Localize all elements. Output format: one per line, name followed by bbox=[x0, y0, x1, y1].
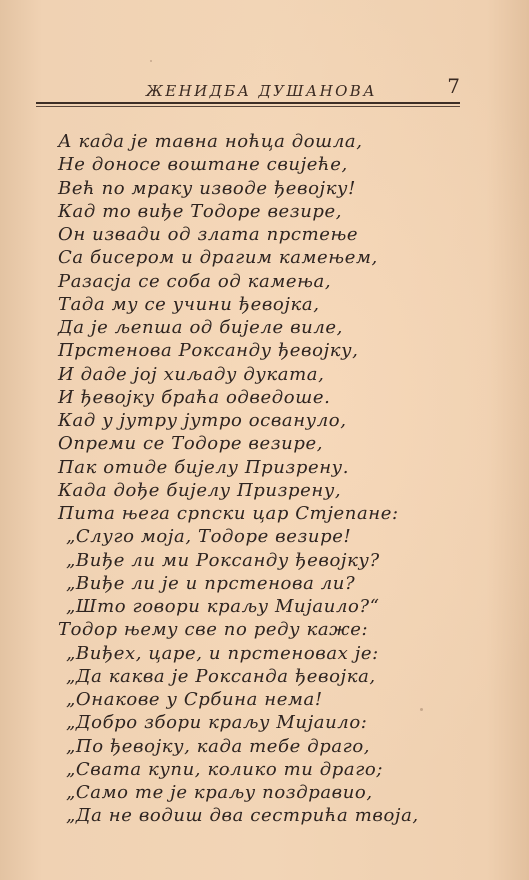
header-rule-thin bbox=[36, 106, 460, 107]
poem-line: Разасја се соба од камења, bbox=[58, 270, 332, 292]
poem-line: Не доносе воштане свијеће, bbox=[58, 154, 348, 176]
poem-line: Са бисером и драгим камењем, bbox=[58, 247, 378, 269]
poem-line: Кад у јутру јутро освануло, bbox=[58, 410, 347, 431]
poem-line: Тада му се учини ђевојка, bbox=[58, 293, 320, 315]
poem-line: „Добро збори краљу Мијаило: bbox=[66, 712, 368, 734]
paper-speck bbox=[228, 770, 230, 772]
poem-line: Пак отиде бијелу Призрену. bbox=[58, 456, 350, 478]
header-rule bbox=[36, 102, 460, 104]
poem-line: „Слуго моја, Тодоре везире! bbox=[66, 526, 352, 548]
poem-text bbox=[58, 130, 508, 828]
poem-line: Прстенова Роксанду ђевојку, bbox=[58, 340, 359, 362]
poem-line: „Виђех, царе, и прстеновах је: bbox=[66, 642, 379, 664]
poem-line: И даде јој хиљаду дуката, bbox=[58, 363, 325, 385]
poem-line: „Да не водиш два сестрића твоја, bbox=[66, 805, 419, 827]
paper-speck bbox=[420, 708, 423, 711]
poem-line: Тодор њему све по реду каже: bbox=[58, 619, 369, 641]
poem-line: „Да каква је Роксанда ђевојка, bbox=[66, 665, 376, 687]
poem-line: Већ по мраку изводе ђевојку! bbox=[58, 177, 356, 199]
poem-line: „Што говори краљу Мијаило?“ bbox=[66, 596, 380, 617]
running-title: ЖЕНИДБА ДУШАНОВА bbox=[146, 82, 377, 100]
poem-line: Да је љепша од бијеле виле, bbox=[58, 317, 343, 338]
poem-line: Кад то виђе Тодоре везире, bbox=[58, 200, 343, 222]
poem-line: Опреми се Тодоре везире, bbox=[58, 433, 324, 455]
poem-line: „Виђе ли је и прстенова ли? bbox=[66, 572, 356, 594]
page-header bbox=[36, 72, 460, 108]
poem-line: Када дође бијелу Призрену, bbox=[58, 479, 342, 501]
poem-line: „Свата купи, колико ти драго; bbox=[66, 758, 384, 780]
poem-line: Он извади од злата прстење bbox=[58, 224, 359, 245]
poem-line: И ђевојку браћа одведоше. bbox=[58, 386, 331, 408]
poem-line: А када је тавна ноћца дошла, bbox=[58, 131, 363, 152]
poem-line: „Онакове у Србина нема! bbox=[66, 689, 323, 710]
poem-line: „Само те је краљу поздравио, bbox=[66, 782, 373, 803]
paper-speck bbox=[150, 60, 152, 62]
poem-line: „Виђе ли ми Роксанду ђевојку? bbox=[66, 549, 380, 571]
poem-line: Пита њега српски цар Стјепане: bbox=[58, 503, 399, 524]
poem-line: „По ђевојку, када тебе драго, bbox=[66, 735, 371, 757]
page-number: 7 bbox=[447, 74, 460, 98]
